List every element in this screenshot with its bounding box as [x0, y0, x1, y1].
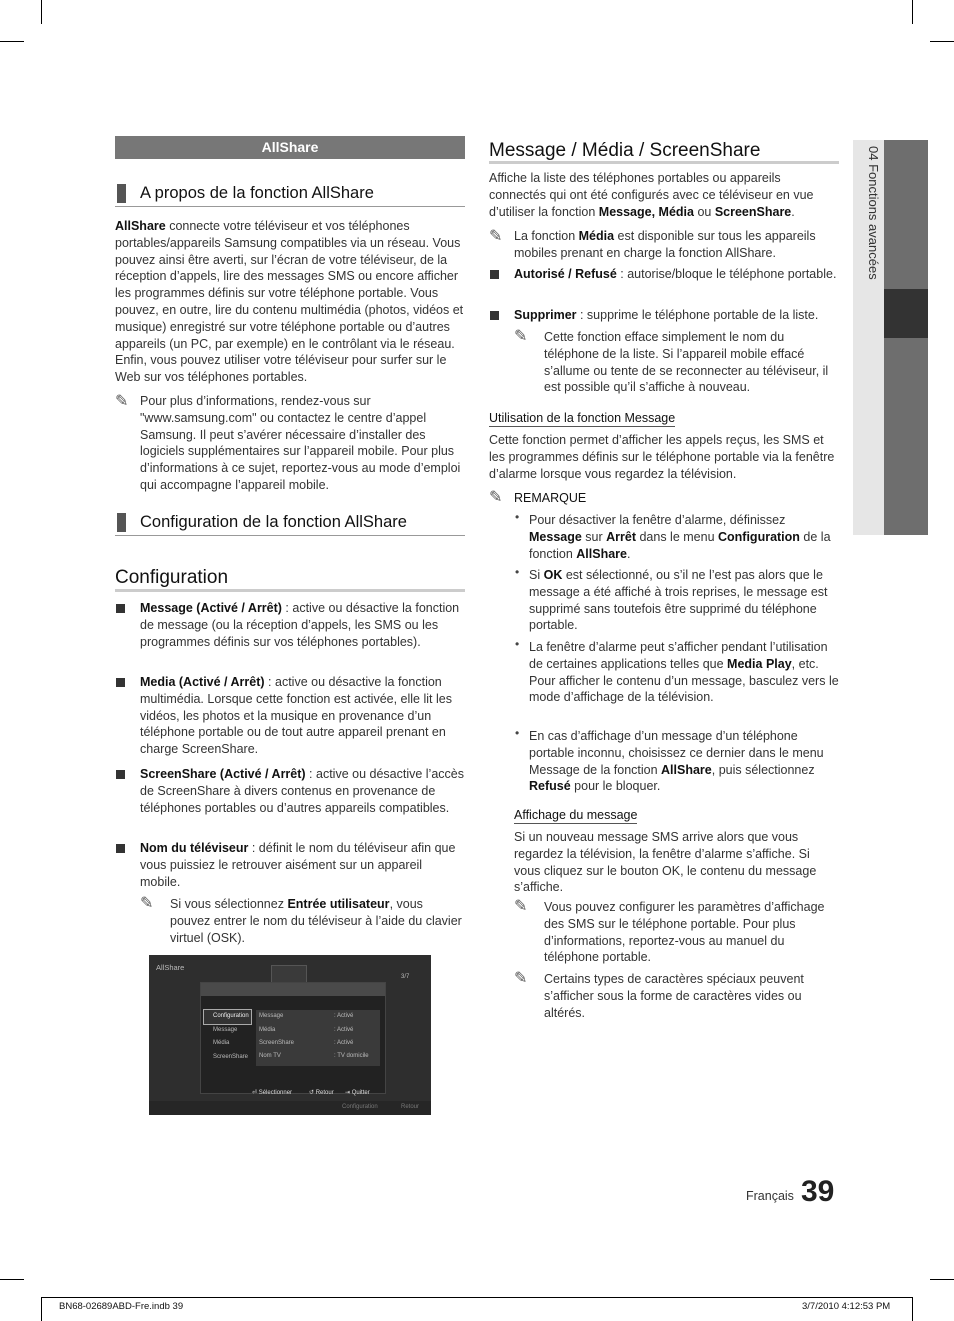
bullet-dot: • — [515, 637, 520, 651]
note1-b: Média — [578, 229, 615, 243]
bullet-dot: • — [515, 510, 520, 524]
osd-row-value[interactable]: : TV domicile — [334, 1053, 369, 1059]
heading-rule — [115, 535, 465, 536]
heading-marker — [117, 184, 126, 203]
b4-part: , puis sélectionnez — [711, 762, 815, 777]
about-note: Pour plus d’informations, rendez-vous sur "www.samsung.com" ou contactez le centre d’appel Samsung. Il peut s’avérer nécessaire d’installer des logiciels supplémentaires sur l’appareil mobile. Pour plus d’informations à ce sujet, reportez-vous au mode d’emploi qui accompagne l’appareil mobile. — [140, 394, 461, 492]
delete-item — [514, 307, 839, 324]
osd-panel — [200, 982, 386, 1094]
b1-part: AllShare — [576, 546, 627, 561]
bullet-square — [490, 270, 499, 279]
note1-c: est disponible sur tous les appareils mobiles prenant en charge la fonction AllShare. — [514, 229, 816, 260]
auth-label: Autorisé / Refusé — [514, 267, 617, 281]
tv-osd-screenshot — [149, 955, 431, 1115]
config-item — [140, 840, 465, 890]
osd-hint-return-label: Retour — [315, 1090, 334, 1096]
note-icon: ✎ — [514, 898, 528, 915]
bullet-square — [116, 678, 125, 687]
config-item-text: : définit le nom du téléviseur afin que vous puissiez le retrouver aisément sur un appareil mobile. — [140, 841, 456, 889]
b1-part: sur — [581, 529, 607, 544]
config-item-text: : active ou désactive la fonction multimédia. Lorsque cette fonction est activée, elle lit les vidéos, les photos et la musique en provenance d’un téléphone portable ou de tout autre appareil prenant en charge ScreenShare. — [140, 675, 452, 757]
intro-e: . — [791, 204, 795, 219]
right-intro — [489, 170, 839, 220]
config-item — [140, 674, 465, 758]
crop-mark — [930, 1279, 954, 1280]
page-language: Français — [746, 1189, 794, 1203]
note1-a: La fonction — [514, 229, 579, 243]
note-icon: ✎ — [140, 895, 154, 912]
b3-part: La fenêtre d’alarme peut s’afficher pendant l’utilisation de certaines applications telles que — [529, 640, 828, 671]
intro-a: Affiche la liste des téléphones portables ou appareils connectés qui ont été configurés avec ce téléviseur en vue d’utiliser la fonction — [489, 171, 814, 219]
osd-title: AllShare — [156, 963, 185, 972]
crop-mark — [912, 1297, 913, 1321]
osd-footer-return: Retour — [401, 1104, 420, 1110]
osd-footer-config: Configuration — [342, 1104, 378, 1110]
side-tab-active — [884, 289, 928, 338]
bullet-square — [116, 844, 125, 853]
osd-row-name: ScreenShare — [259, 1040, 295, 1046]
note-icon: ✎ — [115, 393, 129, 410]
enter-icon: ⏎ — [252, 1090, 259, 1096]
delete-text: : supprime le téléphone portable de la liste. — [576, 308, 819, 322]
configuration-title: Configuration — [115, 567, 229, 588]
note-icon: ✎ — [489, 489, 503, 506]
b1-part: Configuration — [718, 529, 800, 544]
auth-item — [514, 266, 839, 283]
config-heading: Configuration de la fonction AllShare — [140, 513, 407, 531]
footer-file: BN68-02689ABD-Fre.indb 39 — [59, 1301, 184, 1312]
crop-mark — [41, 0, 42, 24]
remark-bullet — [529, 728, 839, 795]
remark-bullet — [529, 567, 839, 634]
intro-c: ou — [693, 204, 715, 219]
b1-part: dans le menu — [636, 529, 718, 544]
side-tab-label: 04 Fonctions avancées — [866, 146, 881, 280]
delete-label: Supprimer — [514, 308, 577, 322]
osd-menu-item[interactable]: ScreenShare — [213, 1054, 249, 1060]
bullet-square — [490, 311, 499, 320]
usage-heading: Utilisation de la fonction Message — [489, 411, 676, 425]
usage-body: Cette fonction permet d’afficher les appels reçus, les SMS et les programmes définis sur le téléphone portable via la fenêtre d’alarme lorsque vous regardez la télévision. — [489, 433, 835, 481]
about-paragraph — [115, 218, 467, 386]
about-lead: AllShare — [115, 219, 166, 233]
intro-d: ScreenShare — [714, 204, 792, 219]
about-heading: A propos de la fonction AllShare — [140, 184, 374, 202]
b1-part: Pour désactiver la fenêtre d’alarme, définissez — [529, 513, 786, 527]
b3-part: , etc. Pour afficher le contenu d’un message, basculez vers le mode d’affichage de la télévision. — [529, 656, 839, 705]
title-rule — [115, 589, 465, 592]
media-note — [514, 228, 839, 262]
title-rule — [489, 161, 839, 164]
config-item-text: : active ou désactive la fonction de message (ou la réception d’appels, les SMS ou les programmes définis sur vos téléphones portables). — [140, 601, 460, 649]
b3-part: Media Play — [727, 656, 792, 671]
config-item-label: Nom du téléviseur — [140, 841, 249, 855]
display-heading: Affichage du message — [514, 808, 638, 822]
bullet-square — [116, 604, 125, 613]
display-note: Certains types de caractères spéciaux peuvent s’afficher sous la forme de caractères vides ou altérés. — [544, 972, 804, 1020]
note-icon: ✎ — [489, 228, 503, 245]
b1-part: Message — [529, 529, 582, 544]
crop-mark — [41, 1297, 42, 1321]
crop-mark — [0, 41, 24, 42]
b4-part: En cas d’affichage d’un message d’un téléphone portable inconnu, choisissez ce dernier dans le menu Message de la fonction — [529, 729, 824, 777]
osd-row-value[interactable]: : Activé — [334, 1013, 354, 1019]
osd-menu-item[interactable]: Message — [213, 1027, 238, 1033]
osd-menu-item[interactable]: Configuration — [213, 1013, 249, 1019]
config-item-label: ScreenShare (Activé / Arrêt) — [140, 767, 306, 781]
bullet-dot: • — [515, 565, 520, 579]
b1-part: . — [626, 546, 631, 561]
bullet-square — [116, 770, 125, 779]
display-body: Si un nouveau message SMS arrive alors que vous regardez la télévision, la fenêtre d’alarme s’affiche. Si vous cliquez sur le bouton OK, le contenu du message s’affiche. — [514, 830, 817, 895]
osd-row-name: Nom TV — [259, 1053, 281, 1059]
tvname-note-c: , vous pouvez entrer le nom du téléviseur à l’aide du clavier virtuel (OSK). — [170, 897, 462, 945]
remark-bullet — [529, 639, 839, 706]
b4-part: pour le bloquer. — [570, 779, 661, 794]
config-item — [140, 600, 465, 650]
b2-part: Si — [529, 568, 544, 582]
tvname-note-a: Si vous sélectionnez — [170, 897, 288, 911]
osd-row-value[interactable]: : Activé — [334, 1040, 354, 1046]
page-number: 39 — [801, 1175, 835, 1208]
config-item — [140, 766, 465, 816]
config-item-label: Message (Activé / Arrêt) — [140, 601, 282, 615]
crop-mark — [912, 0, 913, 24]
osd-hint-quit[interactable] — [345, 1089, 370, 1096]
tvname-note — [170, 896, 465, 946]
tvname-note-b: Entrée utilisateur — [287, 897, 390, 911]
auth-text: : autorise/bloque le téléphone portable. — [616, 267, 837, 281]
intro-b: Message, Média — [598, 204, 694, 219]
osd-hint-select[interactable] — [252, 1089, 292, 1096]
osd-row-name: Message — [259, 1013, 284, 1019]
b4-part: AllShare — [661, 762, 712, 777]
display-note: Vous pouvez configurer les paramètres d’affichage des SMS sur le téléphone portable. Pour plus d’informations, reportez-vous au manuel du téléphone portable. — [544, 900, 825, 965]
right-title: Message / Média / ScreenShare — [489, 140, 761, 161]
heading-rule — [115, 206, 465, 207]
delete-note: Cette fonction efface simplement le nom du téléphone de la liste. Si l’appareil mobile effacé s’allume ou tente de se reconnecter au téléviseur, il est possible qu’il s’affiche à nouveau. — [544, 330, 829, 395]
about-body: connecte votre téléviseur et vos téléphones portables/appareils Samsung compatibles via un réseau. Vous pouvez ainsi être averti, sur l’écran de votre téléviseur, de la réception d’appels, lire des messages SMS ou encore afficher les programmes définis sur votre téléphone portable. Vous pouvez, en outre, lire du contenu multimédia (photos, vidéos et musique) enregistré sur votre téléphone portable ou d’autres appareils (un PC, par exemple) en le contrôlant via le réseau. Enfin, vous pouvez utiliser votre téléviseur pour surfer sur le Web sur vos téléphones portables. — [115, 219, 464, 385]
b1-part: de la fonction — [529, 529, 831, 561]
b2-part: est sélectionné, ou s’il ne l’est pas alors que le message a été affiché à trois reprises, le message est supprimé sans toutefois être supprimé du téléphone portable. — [529, 568, 828, 633]
osd-hint-select-label: Sélectionner — [258, 1090, 293, 1096]
osd-hint-quit-label: Quitter — [351, 1090, 370, 1096]
remark-label: REMARQUE — [514, 491, 587, 505]
osd-footer — [149, 1101, 431, 1115]
osd-row-value[interactable]: : Activé — [334, 1027, 354, 1033]
footer-date: 3/7/2010 4:12:53 PM — [802, 1301, 891, 1312]
b4-part: Refusé — [529, 779, 571, 794]
config-item-label: Media (Activé / Arrêt) — [140, 675, 265, 689]
b2-part: OK — [543, 568, 563, 582]
note-icon: ✎ — [514, 970, 528, 987]
osd-row-name: Média — [259, 1027, 276, 1033]
section-bar: AllShare — [115, 136, 465, 159]
crop-mark — [930, 41, 954, 42]
exit-icon: ⇥ — [345, 1090, 352, 1096]
osd-panel-header — [201, 983, 385, 996]
osd-hint-return[interactable] — [309, 1089, 334, 1096]
bullet-dot: • — [515, 726, 520, 740]
config-item-text: : active ou désactive l’accès de ScreenShare à divers contenus en provenance de téléphones portables ou d’autres appareils compatibles. — [140, 767, 464, 815]
remark-bullet — [529, 512, 839, 562]
return-icon: ↺ — [309, 1090, 316, 1096]
crop-mark — [0, 1279, 24, 1280]
b1-part: Arrêt — [606, 529, 636, 544]
heading-marker — [117, 513, 126, 532]
osd-menu-item[interactable]: Média — [213, 1040, 230, 1046]
footer-rule — [42, 1297, 912, 1298]
note-icon: ✎ — [514, 328, 528, 345]
osd-page: 3/7 — [401, 974, 410, 980]
